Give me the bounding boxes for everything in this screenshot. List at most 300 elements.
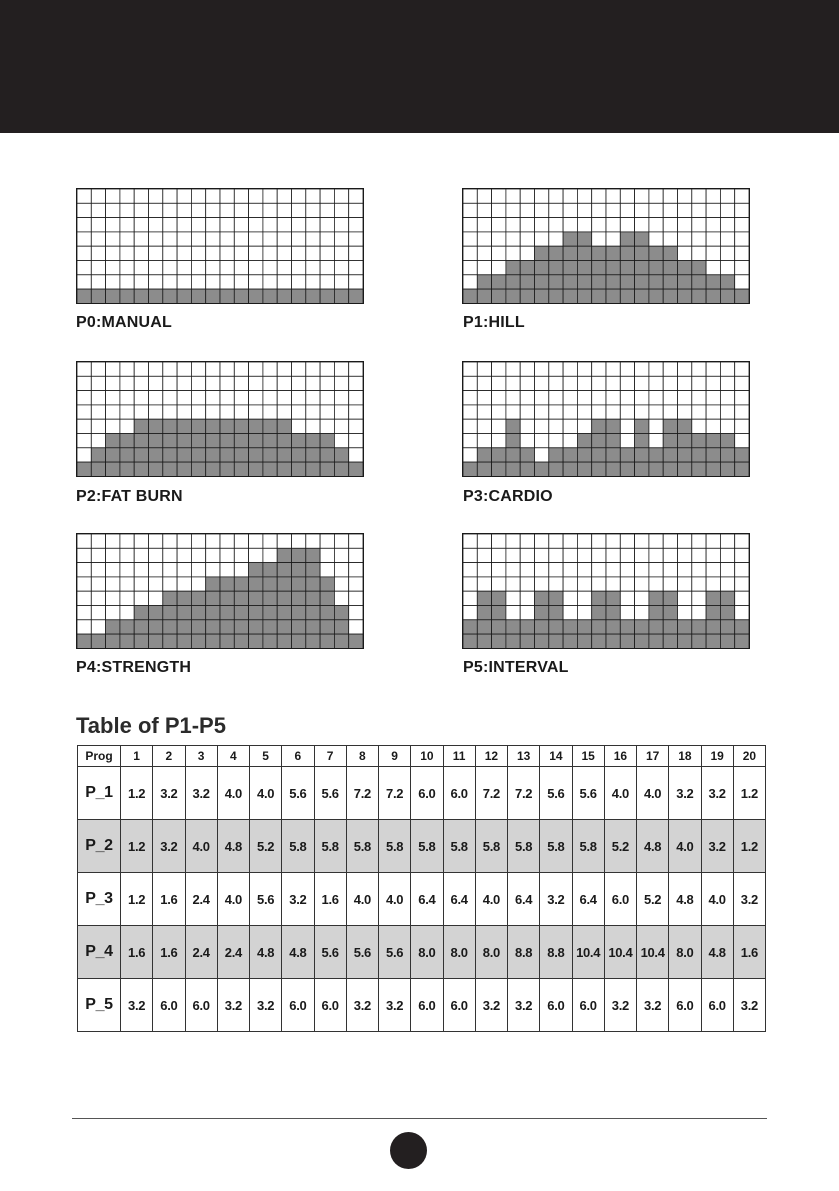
profile-cell-filled <box>277 620 291 634</box>
profile-cell <box>149 548 163 562</box>
profile-cell <box>292 261 306 275</box>
profile-cell <box>506 577 520 591</box>
profile-cell <box>649 232 663 246</box>
profile-cell <box>663 577 677 591</box>
profile-cell <box>306 203 320 217</box>
profile-cell <box>706 391 720 405</box>
profile-cell <box>620 362 634 376</box>
profile-cell-filled <box>349 634 363 648</box>
profile-cell-filled <box>277 577 291 591</box>
profile-cell <box>277 246 291 260</box>
profile-cell <box>520 563 534 577</box>
profile-cell <box>563 362 577 376</box>
profile-cell-filled <box>492 634 506 648</box>
profile-cell <box>91 376 105 390</box>
profile-cell-filled <box>463 634 477 648</box>
table-cell: 4.0 <box>669 820 701 873</box>
profile-cell <box>477 434 491 448</box>
profile-cell <box>220 275 234 289</box>
profile-cell <box>492 391 506 405</box>
profile-cell <box>477 405 491 419</box>
profile-cell <box>735 275 749 289</box>
profile-cell <box>577 189 591 203</box>
profile-cell-filled <box>134 606 148 620</box>
profile-cell <box>506 548 520 562</box>
profile-cell <box>678 577 692 591</box>
profile-cell <box>149 577 163 591</box>
profile-cell <box>463 419 477 433</box>
profile-cell-filled <box>263 577 277 591</box>
profile-cell-filled <box>535 289 549 303</box>
profile-cell <box>506 563 520 577</box>
profile-cell-filled <box>649 591 663 605</box>
profile-cell-filled <box>720 462 734 476</box>
profile-cell-filled <box>663 448 677 462</box>
profile-cell-filled <box>263 434 277 448</box>
profile-cell-filled <box>477 620 491 634</box>
profile-cell <box>692 218 706 232</box>
profile-cell <box>706 261 720 275</box>
profile-cell <box>577 391 591 405</box>
profile-cell <box>120 419 134 433</box>
table-cell: 5.8 <box>346 820 378 873</box>
table-header-segment: 8 <box>346 746 378 767</box>
profile-cell <box>477 563 491 577</box>
profile-cell-filled <box>149 462 163 476</box>
profile-cell <box>492 577 506 591</box>
profile-cell <box>663 405 677 419</box>
profile-cell <box>735 591 749 605</box>
profile-cell-filled <box>506 462 520 476</box>
profile-cell <box>120 376 134 390</box>
table-cell: 3.2 <box>121 979 153 1032</box>
profile-cell <box>277 275 291 289</box>
profile-cell <box>177 563 191 577</box>
profile-cell-filled <box>506 448 520 462</box>
profile-cell <box>720 419 734 433</box>
table-header-segment: 12 <box>475 746 507 767</box>
profile-cell <box>249 391 263 405</box>
profile-cell <box>349 577 363 591</box>
profile-cell <box>563 548 577 562</box>
table-cell: 2.4 <box>185 926 217 979</box>
profile-cell-filled <box>334 289 348 303</box>
profile-cell <box>720 577 734 591</box>
profile-cell <box>134 275 148 289</box>
profile-cell <box>678 563 692 577</box>
profile-cell <box>206 563 220 577</box>
profile-cell-filled <box>520 634 534 648</box>
profile-cell <box>163 189 177 203</box>
profile-cell <box>549 376 563 390</box>
profile-cell-filled <box>520 462 534 476</box>
profile-cell-filled <box>149 634 163 648</box>
profile-cell-filled <box>520 275 534 289</box>
profile-cell <box>191 362 205 376</box>
profile-cell <box>349 391 363 405</box>
profile-cell <box>263 218 277 232</box>
profile-cell <box>477 203 491 217</box>
profile-cell <box>720 218 734 232</box>
profile-cell-filled <box>234 434 248 448</box>
profile-cell <box>592 189 606 203</box>
profile-grid-p3 <box>462 361 750 477</box>
profile-cell <box>77 534 91 548</box>
profile-cell <box>535 563 549 577</box>
table-cell: 4.8 <box>637 820 669 873</box>
profile-grid-svg <box>77 189 363 303</box>
profile-cell-filled <box>592 606 606 620</box>
profile-cell <box>649 189 663 203</box>
profile-cell <box>549 419 563 433</box>
profile-cell-filled <box>120 462 134 476</box>
profile-cell <box>106 376 120 390</box>
profile-cell <box>535 391 549 405</box>
table-cell: 1.2 <box>733 767 765 820</box>
profile-cell <box>720 563 734 577</box>
profile-cell-filled <box>577 275 591 289</box>
table-cell: 5.6 <box>540 767 572 820</box>
profile-cell <box>149 203 163 217</box>
table-header-segment: 9 <box>379 746 411 767</box>
profile-cell <box>91 620 105 634</box>
profile-cell <box>120 563 134 577</box>
profile-cell <box>506 591 520 605</box>
profile-cell <box>149 275 163 289</box>
profile-cell-filled <box>163 462 177 476</box>
profile-cell-filled <box>277 563 291 577</box>
profile-cell-filled <box>535 634 549 648</box>
profile-cell-filled <box>234 448 248 462</box>
profile-cell <box>220 563 234 577</box>
table-cell: 3.2 <box>153 767 185 820</box>
profile-cell <box>706 405 720 419</box>
profile-cell <box>549 189 563 203</box>
profile-cell-filled <box>220 620 234 634</box>
profile-cell <box>535 448 549 462</box>
profile-cell-filled <box>720 448 734 462</box>
profile-cell-filled <box>678 275 692 289</box>
profile-cell <box>163 246 177 260</box>
profile-cell <box>463 232 477 246</box>
profile-cell-filled <box>492 620 506 634</box>
profile-cell <box>592 362 606 376</box>
profile-cell-filled <box>277 606 291 620</box>
table-cell: 3.2 <box>701 767 733 820</box>
profile-cell-filled <box>492 591 506 605</box>
profile-cell <box>263 275 277 289</box>
profile-cell-filled <box>635 289 649 303</box>
profile-cell-filled <box>606 289 620 303</box>
profile-cell <box>663 203 677 217</box>
profile-cell <box>735 405 749 419</box>
profile-cell <box>234 261 248 275</box>
profile-cell <box>535 232 549 246</box>
profile-cell-filled <box>606 246 620 260</box>
profile-cell-filled <box>106 448 120 462</box>
table-cell: 8.0 <box>475 926 507 979</box>
profile-cell <box>334 419 348 433</box>
profile-cell <box>692 391 706 405</box>
table-row <box>78 873 766 926</box>
profile-cell <box>320 362 334 376</box>
profile-cell-filled <box>678 261 692 275</box>
profile-cell <box>134 261 148 275</box>
profile-cell <box>463 362 477 376</box>
profile-cell <box>563 189 577 203</box>
profile-cell <box>563 577 577 591</box>
profile-cell-filled <box>106 462 120 476</box>
profile-cell <box>606 362 620 376</box>
profile-cell <box>334 246 348 260</box>
table-cell: 1.6 <box>153 873 185 926</box>
profile-cell <box>720 391 734 405</box>
profile-cell <box>191 548 205 562</box>
profile-cell <box>77 577 91 591</box>
profile-cell <box>77 189 91 203</box>
profile-cell <box>492 548 506 562</box>
profile-cell-filled <box>606 634 620 648</box>
profile-cell <box>535 577 549 591</box>
profile-cell <box>349 448 363 462</box>
profile-cell <box>678 232 692 246</box>
profile-cell-filled <box>91 448 105 462</box>
profile-cell <box>263 261 277 275</box>
profile-cell-filled <box>91 634 105 648</box>
profile-cell <box>334 232 348 246</box>
table-cell: 6.0 <box>540 979 572 1032</box>
profile-cell <box>692 577 706 591</box>
profile-cell <box>134 591 148 605</box>
profile-cell <box>606 232 620 246</box>
profile-cell <box>492 218 506 232</box>
profile-cell <box>234 563 248 577</box>
profile-cell <box>277 261 291 275</box>
profile-cell-filled <box>563 261 577 275</box>
profile-cell-filled <box>649 462 663 476</box>
profile-cell-filled <box>249 462 263 476</box>
table-cell: 3.2 <box>701 820 733 873</box>
profile-cell <box>663 534 677 548</box>
profile-cell-filled <box>635 462 649 476</box>
page-number-dot <box>390 1132 427 1169</box>
profile-cell <box>120 577 134 591</box>
profile-cell-filled <box>577 261 591 275</box>
profile-cell <box>163 232 177 246</box>
profile-cell-filled <box>334 620 348 634</box>
profile-cell <box>735 534 749 548</box>
profile-cell-filled <box>663 606 677 620</box>
profile-cell <box>535 419 549 433</box>
profile-cell-filled <box>563 289 577 303</box>
profile-cell-filled <box>663 434 677 448</box>
profile-cell-filled <box>663 634 677 648</box>
profile-cell-filled <box>220 577 234 591</box>
profile-grid-p1 <box>462 188 750 304</box>
profile-cell <box>620 548 634 562</box>
profile-cell <box>692 246 706 260</box>
program-speed-table <box>77 745 766 1032</box>
profile-cell <box>134 577 148 591</box>
profile-cell-filled <box>334 634 348 648</box>
profile-cell <box>649 419 663 433</box>
profile-cell-filled <box>292 620 306 634</box>
profile-cell <box>463 391 477 405</box>
profile-cell <box>463 376 477 390</box>
profile-cell-filled <box>563 620 577 634</box>
profile-cell-filled <box>263 289 277 303</box>
profile-cell <box>120 203 134 217</box>
profile-cell <box>477 189 491 203</box>
profile-cell-filled <box>692 434 706 448</box>
profile-cell-filled <box>220 606 234 620</box>
table-cell: 3.2 <box>185 767 217 820</box>
profile-cell <box>735 434 749 448</box>
profile-cell <box>106 391 120 405</box>
profile-cell-filled <box>549 620 563 634</box>
profile-cell-filled <box>149 620 163 634</box>
table-row <box>78 767 766 820</box>
profile-cell-filled <box>577 289 591 303</box>
profile-cell <box>577 376 591 390</box>
profile-cell-filled <box>592 246 606 260</box>
profile-cell-filled <box>549 289 563 303</box>
profile-cell <box>520 232 534 246</box>
profile-cell-filled <box>177 448 191 462</box>
profile-cell <box>549 434 563 448</box>
profile-cell <box>706 577 720 591</box>
profile-cell <box>334 577 348 591</box>
profile-cell <box>91 405 105 419</box>
profile-cell-filled <box>577 448 591 462</box>
profile-cell <box>706 534 720 548</box>
profile-cell-filled <box>277 634 291 648</box>
table-cell: 3.2 <box>475 979 507 1032</box>
profile-cell <box>292 391 306 405</box>
profile-cell-filled <box>706 289 720 303</box>
footer-rule <box>72 1118 767 1119</box>
profile-cell-filled <box>577 620 591 634</box>
profile-cell-filled <box>520 620 534 634</box>
profile-cell <box>77 218 91 232</box>
profile-cell <box>349 419 363 433</box>
profile-cell <box>520 419 534 433</box>
profile-cell <box>77 391 91 405</box>
profile-cell <box>563 218 577 232</box>
profile-cell <box>620 203 634 217</box>
table-cell: 1.2 <box>733 820 765 873</box>
table-cell: 4.8 <box>250 926 282 979</box>
table-row <box>78 926 766 979</box>
profile-cell <box>349 246 363 260</box>
profile-cell-filled <box>635 232 649 246</box>
profile-cell-filled <box>492 448 506 462</box>
table-header-segment: 11 <box>443 746 475 767</box>
profile-cell-filled <box>249 620 263 634</box>
profile-cell <box>91 362 105 376</box>
profile-cell-filled <box>163 448 177 462</box>
profile-cell-filled <box>177 419 191 433</box>
table-header-segment: 13 <box>508 746 540 767</box>
profile-cell <box>535 189 549 203</box>
profile-cell <box>91 391 105 405</box>
table-cell: 3.2 <box>153 820 185 873</box>
profile-cell <box>134 232 148 246</box>
profile-cell <box>563 376 577 390</box>
profile-cell-filled <box>263 620 277 634</box>
profile-cell <box>678 189 692 203</box>
table-cell: 6.0 <box>701 979 733 1032</box>
table-row <box>78 979 766 1032</box>
table-cell: 5.6 <box>314 926 346 979</box>
profile-cell-filled <box>306 606 320 620</box>
table-cell: 7.2 <box>379 767 411 820</box>
profile-grid-svg <box>463 362 749 476</box>
profile-cell <box>191 246 205 260</box>
profile-cell <box>649 577 663 591</box>
profile-cell <box>535 218 549 232</box>
profile-cell-filled <box>477 462 491 476</box>
profile-cell <box>320 391 334 405</box>
profile-cell-filled <box>577 462 591 476</box>
profile-cell <box>463 275 477 289</box>
profile-cell <box>735 246 749 260</box>
profile-cell <box>692 376 706 390</box>
table-cell: 4.0 <box>637 767 669 820</box>
profile-cell <box>120 591 134 605</box>
profile-cell <box>535 434 549 448</box>
table-cell: 6.0 <box>443 979 475 1032</box>
profile-cell <box>120 606 134 620</box>
table-cell: 6.0 <box>411 767 443 820</box>
profile-cell <box>320 534 334 548</box>
profile-cell-filled <box>506 261 520 275</box>
table-cell: 4.8 <box>701 926 733 979</box>
profile-cell <box>292 534 306 548</box>
profile-cell-filled <box>249 434 263 448</box>
profile-cell-filled <box>649 448 663 462</box>
profile-cell-filled <box>692 448 706 462</box>
profile-cell <box>234 218 248 232</box>
profile-cell <box>349 362 363 376</box>
table-cell: 3.2 <box>604 979 636 1032</box>
profile-cell-filled <box>735 462 749 476</box>
profile-cell <box>91 232 105 246</box>
profile-cell <box>663 218 677 232</box>
profile-cell-filled <box>292 606 306 620</box>
profile-cell <box>635 189 649 203</box>
profile-cell <box>334 189 348 203</box>
profile-cell-filled <box>163 606 177 620</box>
profile-cell <box>149 391 163 405</box>
profile-cell-filled <box>706 434 720 448</box>
profile-cell-filled <box>735 620 749 634</box>
profile-cell <box>120 534 134 548</box>
profile-cell-filled <box>91 462 105 476</box>
profile-cell-filled <box>163 434 177 448</box>
profile-cell <box>149 261 163 275</box>
profile-cell-filled <box>563 232 577 246</box>
header-band <box>0 0 839 133</box>
profile-cell <box>549 232 563 246</box>
table-cell: 3.2 <box>733 979 765 1032</box>
profile-cell <box>506 218 520 232</box>
profile-cell <box>177 376 191 390</box>
profile-cell-filled <box>620 289 634 303</box>
profile-label-p5: P5:INTERVAL <box>463 659 569 676</box>
profile-cell <box>263 548 277 562</box>
profile-cell <box>77 434 91 448</box>
